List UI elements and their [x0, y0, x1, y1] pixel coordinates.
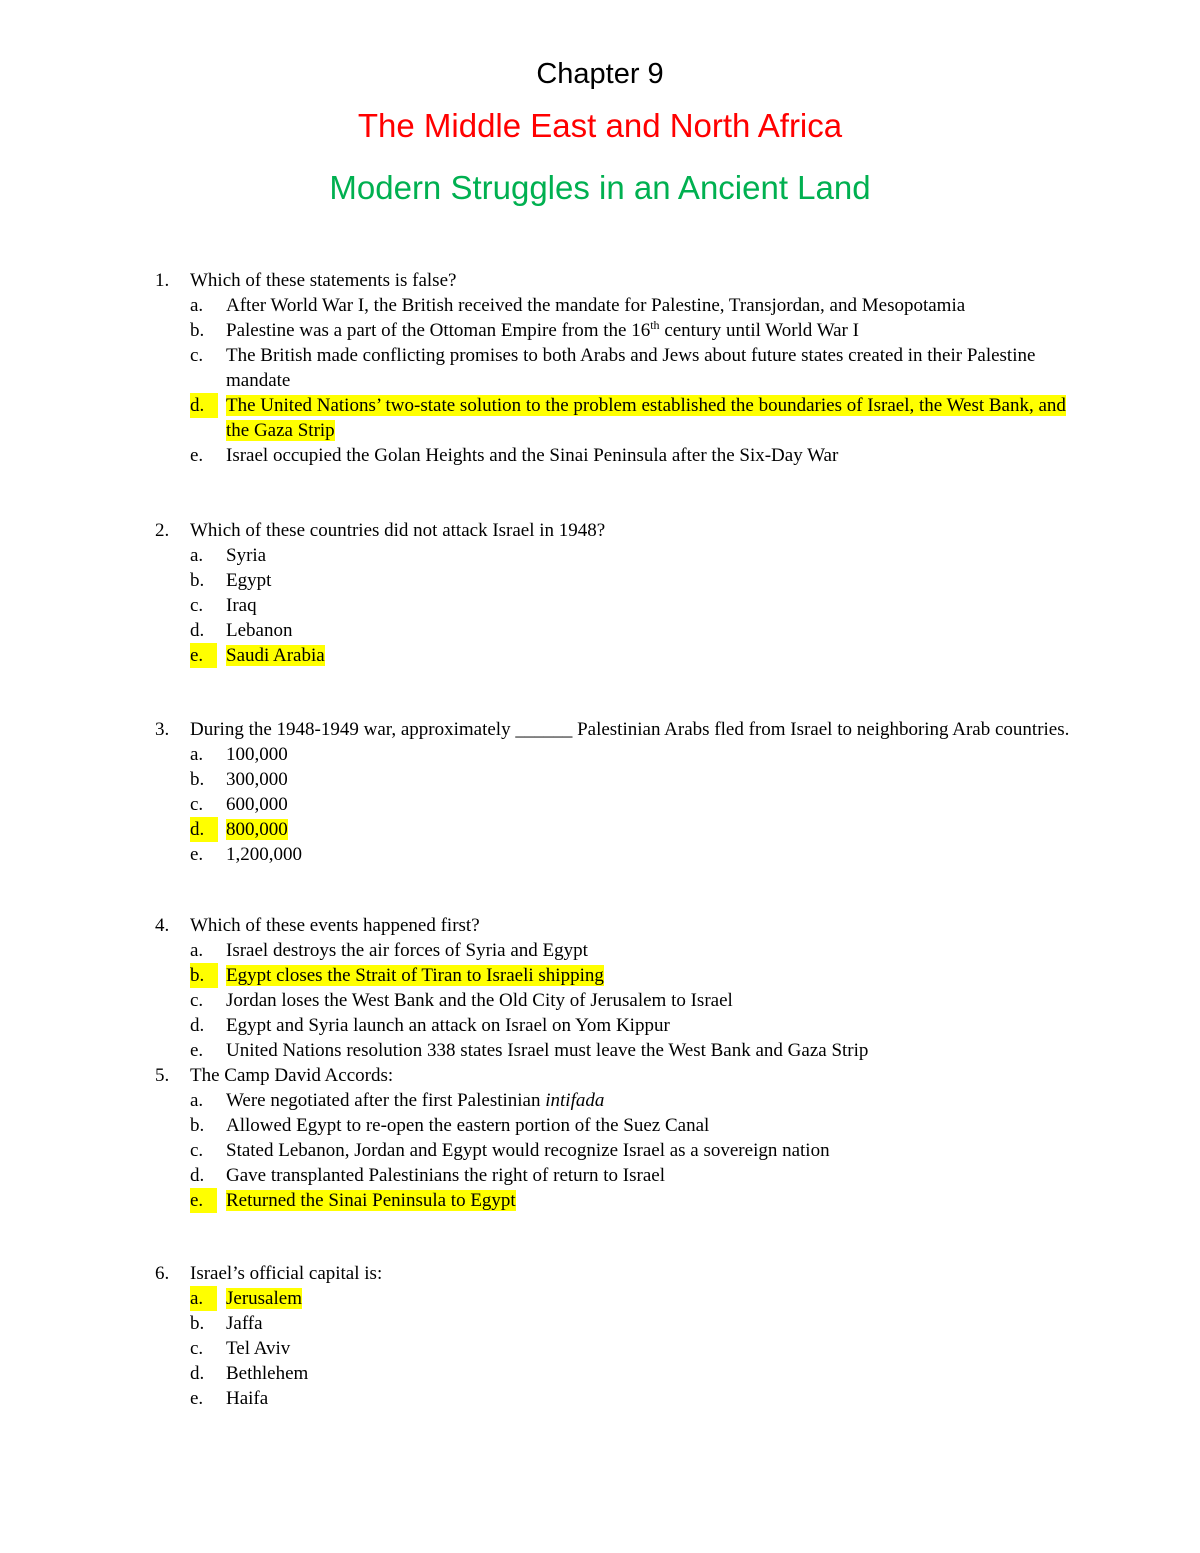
question-text: Which of these countries did not attack Israel in 1948?	[190, 520, 606, 541]
answer-option	[0, 1138, 1076, 1163]
option-text: Tel Aviv	[226, 1338, 291, 1359]
question-text: Which of these events happened first?	[190, 915, 480, 936]
option-letter: c.	[190, 1338, 204, 1359]
question-stem	[0, 1063, 1080, 1088]
option-text: Jerusalem	[226, 1288, 302, 1309]
option-letter: e.	[190, 1040, 204, 1061]
question-4	[0, 913, 1200, 1063]
answer-option	[0, 767, 1076, 792]
answer-option-correct	[0, 393, 1076, 443]
chapter-heading: Chapter 9	[536, 58, 664, 90]
option-letter: d.	[190, 1363, 205, 1384]
option-letter: c.	[190, 990, 204, 1011]
option-text: 800,000	[226, 819, 288, 840]
answer-option-correct	[0, 963, 1076, 988]
option-letter: a.	[190, 1286, 217, 1311]
option-letter: e.	[190, 1188, 217, 1213]
option-text: Egypt closes the Strait of Tiran to Israeli shipping	[226, 965, 604, 986]
answer-option	[0, 842, 1076, 867]
option-letter: a.	[190, 940, 204, 961]
option-text: Bethlehem	[226, 1363, 309, 1384]
answer-option	[0, 343, 1076, 393]
answer-option-correct	[0, 1286, 1076, 1311]
answer-option	[0, 742, 1076, 767]
option-letter: e.	[190, 1388, 204, 1409]
option-letter: b.	[190, 570, 205, 591]
answer-option	[0, 938, 1076, 963]
option-text: Jaffa	[226, 1313, 263, 1334]
answer-option	[0, 1163, 1076, 1188]
option-text: United Nations resolution 338 states Israel must leave the West Bank and Gaza Strip	[226, 1040, 869, 1061]
question-stem	[0, 518, 1080, 543]
option-text: Egypt and Syria launch an attack on Israel on Yom Kippur	[226, 1015, 670, 1036]
option-text: Allowed Egypt to re-open the eastern portion of the Suez Canal	[226, 1115, 710, 1136]
answer-option	[0, 1386, 1076, 1411]
question-text: The Camp David Accords:	[190, 1065, 394, 1086]
answer-option-correct	[0, 643, 1076, 668]
question-text: Israel’s official capital is:	[190, 1263, 383, 1284]
answer-options	[0, 543, 1200, 668]
option-letter: b.	[190, 320, 205, 341]
option-letter: b.	[190, 963, 218, 988]
answer-option	[0, 1013, 1076, 1038]
question-text: During the 1948-1949 war, approximately ______ Palestinian Arabs fled from Israel to neighboring Arab countries.	[190, 719, 1070, 740]
question-number: 2.	[155, 520, 170, 541]
option-letter: c.	[190, 595, 204, 616]
question-stem	[0, 268, 1080, 293]
question-text: Which of these statements is false?	[190, 270, 457, 291]
answer-option	[0, 1361, 1076, 1386]
question-2	[0, 518, 1200, 668]
option-letter: a.	[190, 545, 204, 566]
option-text	[226, 320, 859, 341]
answer-options	[0, 1088, 1200, 1213]
italic-term: intifada	[545, 1090, 605, 1111]
answer-option-correct	[0, 1188, 1076, 1213]
option-letter: b.	[190, 1115, 205, 1136]
option-letter: c.	[190, 345, 204, 366]
option-letter: b.	[190, 769, 205, 790]
question-3	[0, 717, 1200, 867]
chapter-subtitle: Modern Struggles in an Ancient Land	[329, 169, 871, 206]
option-letter: e.	[190, 445, 204, 466]
answer-option	[0, 1038, 1076, 1063]
option-text-part: Were negotiated after the first Palestinian	[226, 1090, 546, 1111]
answer-option	[0, 443, 1076, 468]
option-letter: a.	[190, 1090, 204, 1111]
option-text: Stated Lebanon, Jordan and Egypt would recognize Israel as a sovereign nation	[226, 1140, 830, 1161]
answer-option	[0, 593, 1076, 618]
answer-option	[0, 792, 1076, 817]
option-text: After World War I, the British received the mandate for Palestine, Transjordan, and Mesopotamia	[226, 295, 966, 316]
option-letter: c.	[190, 1140, 204, 1161]
option-text: Egypt	[226, 570, 272, 591]
option-text: Israel occupied the Golan Heights and the Sinai Peninsula after the Six-Day War	[226, 445, 839, 466]
question-stem	[0, 717, 1080, 742]
option-letter: e.	[190, 643, 217, 668]
answer-option	[0, 1088, 1076, 1113]
option-text: Saudi Arabia	[226, 645, 325, 666]
option-letter: d.	[190, 393, 218, 418]
option-text: The United Nations’ two-state solution to the problem established the boundaries of Israel, the West Bank, and the Gaza Strip	[226, 395, 1066, 441]
option-text: Returned the Sinai Peninsula to Egypt	[226, 1190, 516, 1211]
option-text: Jordan loses the West Bank and the Old City of Jerusalem to Israel	[226, 990, 733, 1011]
option-letter: c.	[190, 794, 204, 815]
question-number: 1.	[155, 270, 170, 291]
option-letter: d.	[190, 817, 218, 842]
option-letter: d.	[190, 1165, 205, 1186]
option-letter: d.	[190, 620, 205, 641]
option-letter: e.	[190, 844, 204, 865]
answer-option	[0, 618, 1076, 643]
option-text: Haifa	[226, 1388, 269, 1409]
option-letter: b.	[190, 1313, 205, 1334]
answer-option-correct	[0, 817, 1076, 842]
answer-options	[0, 293, 1200, 468]
option-text: Israel destroys the air forces of Syria and Egypt	[226, 940, 588, 961]
question-6	[0, 1261, 1200, 1411]
option-text: 600,000	[226, 794, 288, 815]
answer-option	[0, 988, 1076, 1013]
option-letter: d.	[190, 1015, 205, 1036]
question-1	[0, 268, 1200, 468]
option-text: Syria	[226, 545, 267, 566]
option-text: 100,000	[226, 744, 288, 765]
chapter-title: The Middle East and North Africa	[357, 107, 843, 144]
question-stem	[0, 913, 1080, 938]
answer-options	[0, 1286, 1200, 1411]
ordinal-superscript: th	[650, 318, 660, 332]
answer-options	[0, 938, 1200, 1063]
option-text: The British made conflicting promises to both Arabs and Jews about future states created in their Palestine mandate	[226, 345, 1036, 391]
question-number: 3.	[155, 719, 170, 740]
option-text: Lebanon	[226, 620, 293, 641]
answer-option	[0, 543, 1076, 568]
option-text	[226, 1090, 604, 1111]
option-text: 1,200,000	[226, 844, 302, 865]
question-stem	[0, 1261, 1080, 1286]
question-5	[0, 1063, 1200, 1213]
option-text: Iraq	[226, 595, 257, 616]
option-letter: a.	[190, 744, 204, 765]
question-number: 5.	[155, 1065, 170, 1086]
answer-option	[0, 1336, 1076, 1361]
question-number: 6.	[155, 1263, 170, 1284]
option-text-part: Palestine was a part of the Ottoman Empire from the 16	[226, 320, 651, 341]
option-text: Gave transplanted Palestinians the right of return to Israel	[226, 1165, 665, 1186]
option-text: 300,000	[226, 769, 288, 790]
answer-option	[0, 318, 1076, 343]
answer-option	[0, 1113, 1076, 1138]
option-text-part: century until World War I	[659, 320, 859, 341]
answer-options	[0, 742, 1200, 867]
option-letter: a.	[190, 295, 204, 316]
answer-option	[0, 568, 1076, 593]
answer-option	[0, 1311, 1076, 1336]
question-number: 4.	[155, 915, 170, 936]
question-list	[0, 268, 1200, 1411]
answer-option	[0, 293, 1076, 318]
